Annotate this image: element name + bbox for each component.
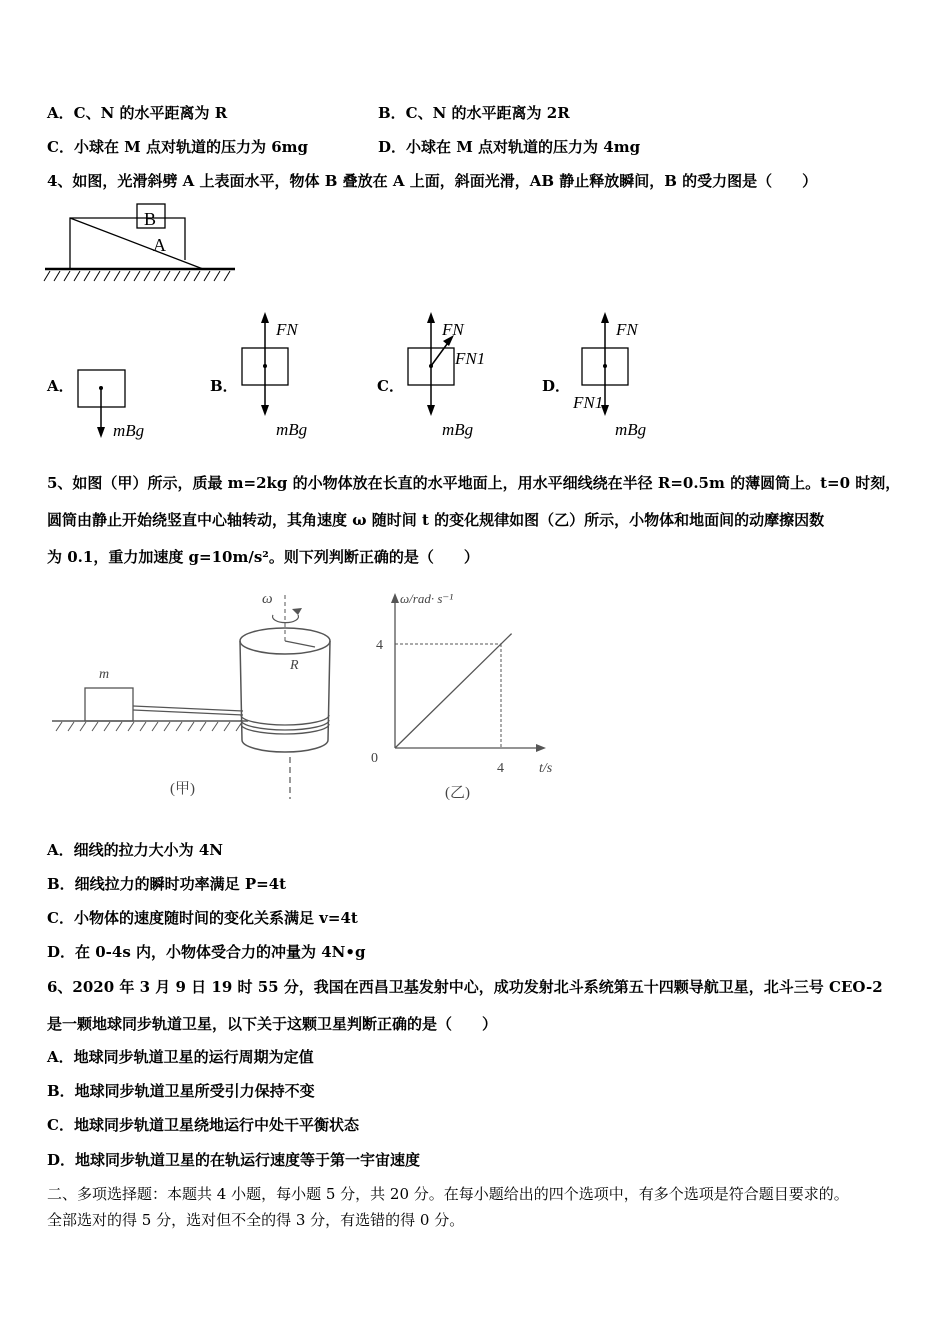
section2-line1: 二、多项选择题：本题共 4 小题，每小题 5 分，共 20 分。在每小题给出的四个选项中，有多个选项是符合题目要求的。: [47, 1185, 849, 1203]
q4-c-normal-label: FN: [442, 320, 464, 339]
q6-option-a: A．地球同步轨道卫星的运行周期为定值: [47, 1048, 314, 1066]
x-tick-4: 4: [497, 761, 504, 776]
cylinder-body: [240, 641, 330, 752]
q4-option-c-letter: C．: [377, 377, 404, 395]
omega-time-chart: [360, 585, 560, 805]
q4-option-b-letter: B．: [210, 377, 238, 395]
q4-c-gravity-label: mBg: [442, 420, 474, 439]
origin-label: 0: [371, 751, 378, 766]
q4-b-normal-label: FN: [276, 320, 298, 339]
q5-stem-line3: 为 0.1，重力加速度 g=10m/s²。则下列判断正确的是（ ）: [47, 548, 479, 566]
q4-force-diagram-c: [398, 308, 508, 448]
q4-force-diagram-a: [68, 355, 163, 445]
block-b-label: B: [144, 209, 157, 229]
q5-option-c: C．小物体的速度随时间的变化关系满足 v=4t: [47, 909, 358, 927]
q4-option-d-letter: D．: [542, 377, 571, 395]
q3-option-c: C．小球在 M 点对轨道的压力为 6mg: [47, 138, 309, 156]
q5-stem-line2: 圆筒由静止开始绕竖直中心轴转动，其角速度 ω 随时间 t 的变化规律如图（乙）所示，小物体和地面间的动摩擦因数: [47, 511, 825, 529]
omega-label: ω: [262, 591, 273, 607]
q5-stem-line1: 5、如图（甲）所示，质最 m=2kg 的小物体放在长直的水平地面上，用水平细线绕在半径 R=0.5m 的薄圆筒上。t=0 时刻，: [47, 474, 901, 492]
small-block: [85, 688, 133, 721]
q4-force-diagram-b: [232, 308, 332, 448]
mass-label: m: [99, 667, 110, 682]
q6-option-b: B．地球同步轨道卫星所受引力保持不变: [47, 1082, 315, 1100]
q4-d-normal1-label: FN1: [573, 393, 604, 412]
q6-option-c: C．地球同步轨道卫星绕地运行中处干平衡状态: [47, 1116, 359, 1134]
x-axis-label: t/s: [539, 761, 553, 776]
wedge-a-outline: [70, 218, 185, 269]
q5-option-a: A．细线的拉力大小为 4N: [47, 841, 224, 859]
section2-line2: 全部选对的得 5 分，选对但不全的得 3 分，有选错的得 0 分。: [47, 1211, 465, 1229]
q4-b-gravity-label: mBg: [276, 420, 308, 439]
wedge-a-label: A: [153, 235, 166, 255]
radius-label: R: [290, 658, 299, 673]
cylinder-figure: [40, 585, 360, 805]
q3-option-a: A．C、N 的水平距离为 R: [47, 104, 228, 122]
wedge-figure: [40, 198, 240, 290]
q3-option-b: B．C、N 的水平距离为 2R: [378, 104, 570, 122]
y-axis-label: ω/rad· s⁻¹: [400, 591, 454, 606]
q4-stem: 4、如图，光滑斜劈 A 上表面水平，物体 B 叠放在 A 上面，斜面光滑，AB 静止释放瞬间，B 的受力图是（ ）: [47, 172, 818, 190]
q5-option-b: B．细线拉力的瞬时功率满足 P=4t: [47, 875, 287, 893]
q4-force-diagram-d: [570, 308, 670, 448]
q6-option-d: D．地球同步轨道卫星的在轨运行速度等于第一宇宙速度: [47, 1151, 421, 1169]
jia-caption: (甲): [170, 781, 195, 797]
q4-a-gravity-label: mBg: [113, 421, 145, 440]
y-tick-4: 4: [376, 638, 383, 653]
omega-series-line: [395, 634, 512, 748]
q4-d-normal-label: FN: [616, 320, 638, 339]
q6-stem-line2: 是一颗地球同步轨道卫星，以下关于这颗卫星判断正确的是（ ）: [47, 1015, 498, 1033]
q4-c-normal1-label: FN1: [455, 349, 486, 368]
q3-option-d: D．小球在 M 点对轨道的压力为 4mg: [378, 138, 641, 156]
q4-d-gravity-label: mBg: [615, 420, 647, 439]
yi-caption: (乙): [445, 785, 470, 801]
q5-option-d: D．在 0-4s 内，小物体受合力的冲量为 4N•g: [47, 943, 366, 961]
q6-stem-line1: 6、2020 年 3 月 9 日 19 时 55 分，我国在西昌卫基发射中心，成功发射北斗系统第五十四颗导航卫星，北斗三号 CEO-2: [47, 978, 883, 996]
q4-option-a-letter: A．: [47, 377, 74, 395]
